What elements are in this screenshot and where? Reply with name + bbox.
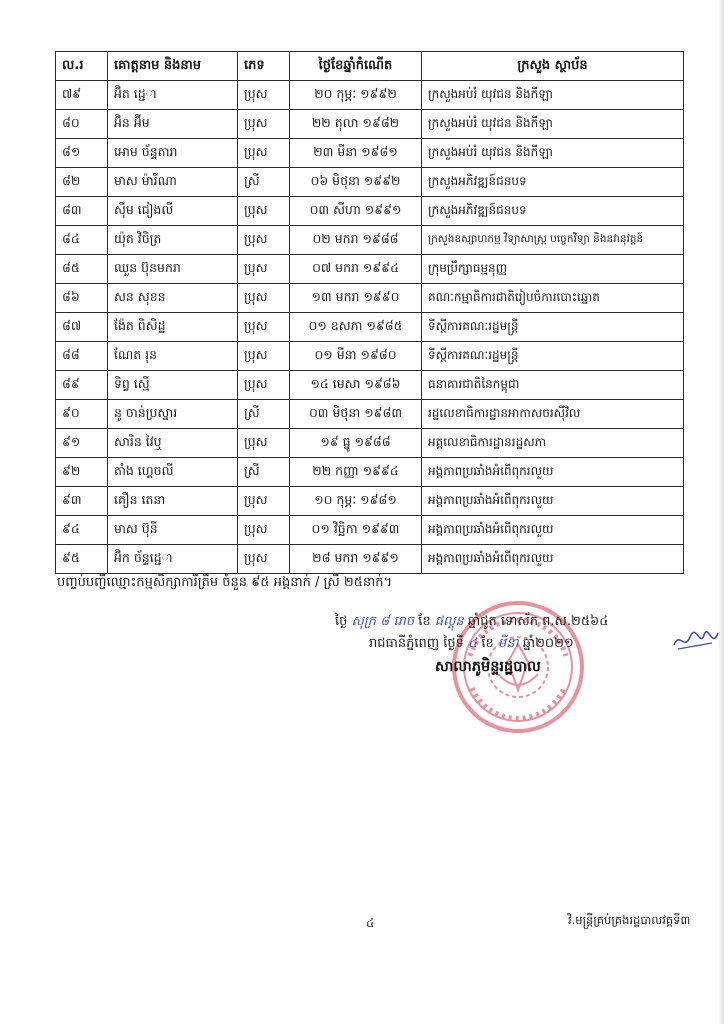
cell-institution: អង្គភាពប្រឆាំងអំពើពុករលួយ xyxy=(422,487,684,516)
cell-dob: ០៦ មិថុនា ១៩៩២ xyxy=(290,168,422,197)
table-row xyxy=(56,429,684,458)
cell-no: ៨១ xyxy=(56,139,108,168)
cell-sex: ប្រុស xyxy=(238,313,290,342)
date-block xyxy=(335,611,695,655)
cell-institution: ក្រសួងអប់រំ យុវជន និងកីឡា xyxy=(422,139,684,168)
lunar-month-handwritten: ផល្គុន xyxy=(434,614,464,629)
header-no: ល.រ xyxy=(56,52,108,81)
cell-dob: ១៣ មករា ១៩៩០ xyxy=(290,284,422,313)
cell-dob: ១០ កុម្ភៈ ១៩៨១ xyxy=(290,487,422,516)
cell-name: សន សុខន xyxy=(108,284,238,313)
cell-dob: ២៣ មីនា ១៩៨១ xyxy=(290,139,422,168)
cell-dob: ០២ មករា ១៩៨៨ xyxy=(290,226,422,255)
cell-no: ៨៦ xyxy=(56,284,108,313)
signer-institution: សាលាភូមិន្ទរដ្ឋបាល xyxy=(435,659,541,675)
cell-no: ៨៣ xyxy=(56,197,108,226)
cell-sex: ស្រី xyxy=(238,400,290,429)
cell-name: សារិន វៃឬ xyxy=(108,429,238,458)
lunar-year-text: ឆ្នាំជូត ទោស័ក ព.ស.២៥៦៤ xyxy=(467,614,609,629)
cell-dob: ២២ កញ្ញា ១៩៩៤ xyxy=(290,458,422,487)
table-row xyxy=(56,139,684,168)
footer-note: វិ.មន្ត្រីគ្រប់គ្រងរដ្ឋបាលវគ្គទី៣ xyxy=(568,913,691,927)
header-name: គោត្តនាម និងនាម xyxy=(108,52,238,81)
cell-name: មាស ម៉ារីណា xyxy=(108,168,238,197)
cell-dob: ២០ កុម្ភៈ ១៩៩២ xyxy=(290,81,422,110)
lunar-month-prefix: ខែ xyxy=(418,614,431,629)
cell-institution: ក្រសួងឧស្សាហកម្ម វិទ្យាសាស្ត្រ បច្ចេកវិទ្យា និងនវានុវត្តន៍ xyxy=(422,226,684,255)
cell-sex: ប្រុស xyxy=(238,81,290,110)
solar-month-handwritten: មីនា xyxy=(497,636,519,651)
cell-dob: ០៣ សីហា ១៩៩១ xyxy=(290,197,422,226)
cell-sex: ប្រុស xyxy=(238,226,290,255)
cell-institution: អង្គភាពប្រឆាំងអំពើពុករលួយ xyxy=(422,516,684,545)
lunar-date-line xyxy=(335,611,695,633)
header-sex: ភេទ xyxy=(238,52,290,81)
cell-name: គឿន តេនា xyxy=(108,487,238,516)
cell-name: ទិព្វ ស្មើ xyxy=(108,371,238,400)
cell-institution: ក្រសួងអប់រំ យុវជន និងកីឡា xyxy=(422,81,684,110)
table-body xyxy=(56,81,684,574)
solar-date-prefix: រាជធានីភ្នំពេញ ថ្ងៃទី xyxy=(369,636,464,651)
cell-name: ណែត រុន xyxy=(108,342,238,371)
table-row xyxy=(56,313,684,342)
cell-institution: អគ្គលេខាធិការដ្ឋានរដ្ឋសភា xyxy=(422,429,684,458)
cell-sex: ប្រុស xyxy=(238,545,290,574)
table-row xyxy=(56,458,684,487)
cell-institution: រដ្ឋលេខាធិការដ្ឋានអាកាសចរស៊ីវិល xyxy=(422,400,684,429)
cell-institution: គណៈកម្មាធិការជាតិរៀបចំការបោះឆ្នោត xyxy=(422,284,684,313)
cell-sex: ប្រុស xyxy=(238,487,290,516)
cell-no: ៨៥ xyxy=(56,255,108,284)
table-row xyxy=(56,255,684,284)
cell-no: ៨៤ xyxy=(56,226,108,255)
cell-name: ង៉ែត ពិសិដ្ឋ xyxy=(108,313,238,342)
cell-institution: អង្គភាពប្រឆាំងអំពើពុករលួយ xyxy=(422,545,684,574)
cell-sex: ប្រុស xyxy=(238,110,290,139)
table-row xyxy=(56,545,684,574)
cell-no: ៨៩ xyxy=(56,371,108,400)
table-row xyxy=(56,226,684,255)
cell-name: យ៉ុត វិចិត្រ xyxy=(108,226,238,255)
cell-name: ឈួន ប៊ុនមករា xyxy=(108,255,238,284)
cell-no: ៨០ xyxy=(56,110,108,139)
cell-dob: ០១ មីនា ១៩៨០ xyxy=(290,342,422,371)
cell-dob: ២២ តុលា ១៩៨២ xyxy=(290,110,422,139)
table-row xyxy=(56,168,684,197)
table-row xyxy=(56,371,684,400)
table-row xyxy=(56,110,684,139)
cell-no: ៩០ xyxy=(56,400,108,429)
table-header-row xyxy=(56,52,684,81)
cell-name: អោម ច័ន្ទតារា xyxy=(108,139,238,168)
header-dob: ថ្ងៃខែឆ្នាំកំណើត xyxy=(290,52,422,81)
cell-no: ៩៣ xyxy=(56,487,108,516)
cell-institution: ក្រសួងអប់រំ យុវជន និងកីឡា xyxy=(422,110,684,139)
page-number: ៤ xyxy=(366,916,375,930)
cell-dob: ០១ វិច្ឆិកា ១៩៩៣ xyxy=(290,516,422,545)
cell-name: មាស ប៊ុនី xyxy=(108,516,238,545)
cell-no: ៨៨ xyxy=(56,342,108,371)
header-institution: ក្រសួង ស្ថាប័ន xyxy=(422,52,684,81)
signature-icon xyxy=(672,627,720,653)
summary-line: បញ្ចប់បញ្ជីឈ្មោះកម្មសិក្សាការីត្រឹម ចំនួន ៩៥ អង្គនាក់ / ស្រី ២៥នាក់។ xyxy=(57,575,393,590)
cell-no: ៨៧ xyxy=(56,313,108,342)
cell-name: ស៊ឹម ជៀងលី xyxy=(108,197,238,226)
solar-month-prefix: ខែ xyxy=(481,636,494,651)
solar-date-line xyxy=(335,633,695,655)
cell-dob: ០៣ មិថុនា ១៩៨៣ xyxy=(290,400,422,429)
cell-sex: ប្រុស xyxy=(238,516,290,545)
cell-sex: ស្រី xyxy=(238,458,290,487)
cell-sex: ប្រុស xyxy=(238,139,290,168)
cell-dob: ១៤ មេសា ១៩៨៦ xyxy=(290,371,422,400)
cell-sex: ប្រុស xyxy=(238,255,290,284)
cell-no: ៩៤ xyxy=(56,516,108,545)
trainee-table xyxy=(55,51,684,574)
cell-name: អ៊ិត ដេ្ជា xyxy=(108,81,238,110)
cell-sex: ប្រុស xyxy=(238,371,290,400)
cell-dob: ១៩ ធ្នូ ១៩៨៨ xyxy=(290,429,422,458)
cell-institution: ក្រុមប្រឹក្សាធម្មនុញ្ញ xyxy=(422,255,684,284)
cell-name: នូ ចាន់ប្រស្នារ xyxy=(108,400,238,429)
cell-name: តាំង ហ្គេចលី xyxy=(108,458,238,487)
cell-no: ៨២ xyxy=(56,168,108,197)
cell-no: ៧៩ xyxy=(56,81,108,110)
solar-day-handwritten: ៤ xyxy=(468,636,478,651)
table-row xyxy=(56,197,684,226)
cell-dob: ០១ ឧសភា ១៩៨៥ xyxy=(290,313,422,342)
cell-sex: ស្រី xyxy=(238,168,290,197)
cell-no: ៩១ xyxy=(56,429,108,458)
solar-year-text: ឆ្នាំ២០២១ xyxy=(522,636,574,651)
table-row xyxy=(56,81,684,110)
table-row xyxy=(56,400,684,429)
cell-institution: អង្គភាពប្រឆាំងអំពើពុករលួយ xyxy=(422,458,684,487)
cell-name: អ៊ិន អ៊ីម xyxy=(108,110,238,139)
lunar-day-prefix: ថ្ងៃ xyxy=(335,614,348,629)
cell-institution: ក្រសួងអភិវឌ្ឍន៍ជនបទ xyxy=(422,168,684,197)
table-row xyxy=(56,516,684,545)
cell-sex: ប្រុស xyxy=(238,342,290,371)
cell-no: ៩២ xyxy=(56,458,108,487)
cell-name: អ៊ិក ច័ន្ទដេ្ជា xyxy=(108,545,238,574)
cell-sex: ប្រុស xyxy=(238,429,290,458)
lunar-day-handwritten: សុក្រ ៨ រោច xyxy=(351,614,415,629)
page-edge-shadow xyxy=(718,0,724,1024)
cell-dob: ២៨ មករា ១៩៩១ xyxy=(290,545,422,574)
table-row xyxy=(56,284,684,313)
cell-sex: ប្រុស xyxy=(238,197,290,226)
cell-sex: ប្រុស xyxy=(238,284,290,313)
cell-institution: ក្រសួងអភិវឌ្ឍន៍ជនបទ xyxy=(422,197,684,226)
cell-dob: ០៧ មករា ១៩៩៤ xyxy=(290,255,422,284)
cell-institution: ទីស្តីការគណៈរដ្ឋមន្ត្រី xyxy=(422,342,684,371)
table-row xyxy=(56,487,684,516)
cell-institution: ទីស្តីការគណៈរដ្ឋមន្ត្រី xyxy=(422,313,684,342)
cell-no: ៩៥ xyxy=(56,545,108,574)
cell-institution: ធនាគារជាតិនៃកម្ពុជា xyxy=(422,371,684,400)
table-row xyxy=(56,342,684,371)
